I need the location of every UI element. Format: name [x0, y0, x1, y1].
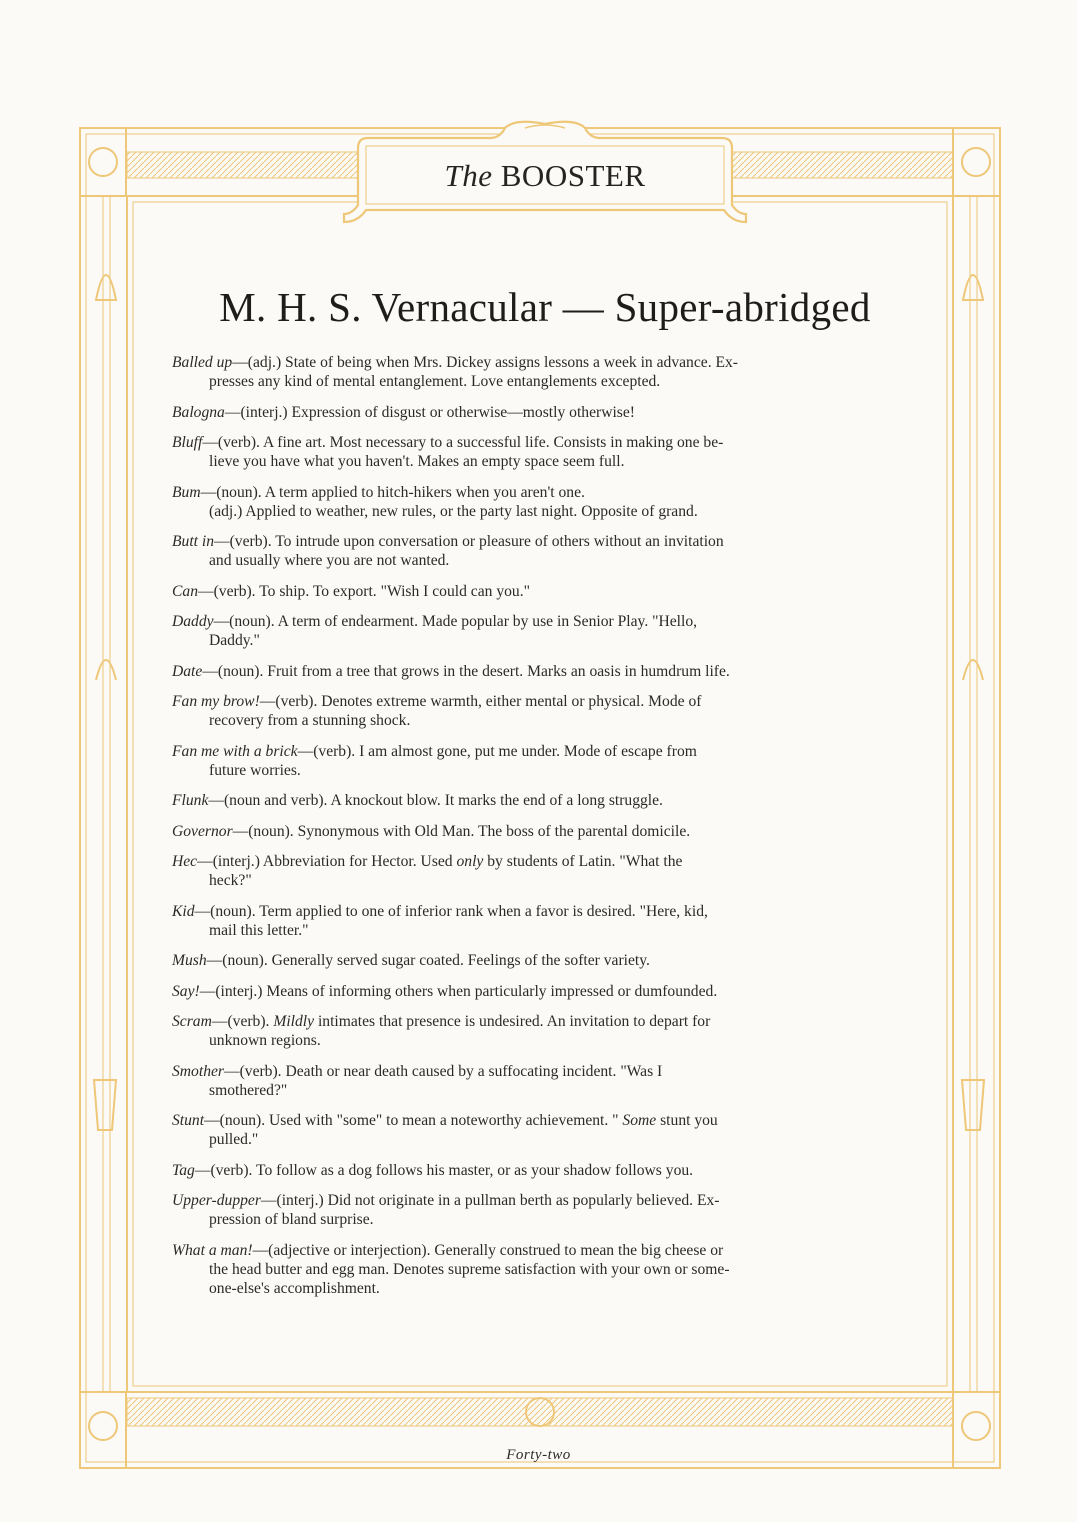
- entry-continuation: pression of bland surprise.: [209, 1211, 374, 1228]
- entry-definition: —(adj.) State of being when Mrs. Dickey assigns lessons a week in advance. Ex-: [232, 354, 739, 371]
- glossary-entry: [172, 582, 918, 601]
- entry-term: Balled up: [172, 354, 233, 371]
- entry-first-line: [172, 822, 918, 841]
- entry-term: Mush: [172, 952, 207, 969]
- entry-term: Tag: [172, 1161, 195, 1179]
- entry-term: What a man!: [172, 1241, 253, 1259]
- page-number: Forty-two: [506, 1447, 571, 1463]
- glossary-entry: [172, 403, 918, 422]
- entry-first-line: [172, 1062, 918, 1081]
- glossary-entry: [172, 1062, 918, 1100]
- page-title: M. H. S. Vernacular — Super-abridged: [219, 284, 871, 330]
- glossary-entry: [172, 1111, 918, 1149]
- entry-first-line: [172, 433, 918, 452]
- glossary-entry: [172, 982, 918, 1001]
- entry-definition: —(noun). Used with "some" to mean a noteworthy achievement. ": [204, 1112, 619, 1129]
- glossary-entry: [172, 822, 918, 841]
- entry-continuation: Daddy.": [209, 632, 260, 649]
- entry-definition: —(interj.) Expression of disgust or otherwise—mostly otherwise!: [224, 403, 635, 421]
- entry-definition: —(verb). To ship. To export. "Wish I could can you.": [198, 582, 530, 600]
- entry-definition: —(verb). A fine art. Most necessary to a successful life. Consists in making one be-: [202, 434, 724, 451]
- glossary-entry: [172, 951, 918, 970]
- entry-term: Flunk: [172, 792, 209, 809]
- entry-first-line: [172, 1191, 918, 1210]
- glossary-entry: [172, 902, 918, 940]
- entry-first-line: [172, 483, 918, 502]
- entry-first-line: [172, 791, 918, 810]
- entry-definition: —(verb). To follow as a dog follows his master, or as your shadow follows you.: [194, 1161, 694, 1179]
- entry-first-line: [172, 1161, 918, 1180]
- entry-first-line: [172, 1111, 918, 1130]
- entry-definition: —(interj.) Abbreviation for Hector. Used: [197, 853, 453, 870]
- entry-definition: —(noun). Generally served sugar coated. Feelings of the softer variety.: [206, 952, 650, 969]
- entry-first-line: [172, 1012, 918, 1031]
- entry-continuation: recovery from a stunning shock.: [209, 712, 411, 729]
- glossary-entry: [172, 852, 918, 890]
- entry-emphasis: Some: [618, 1112, 657, 1129]
- entry-definition: —(adjective or interjection). Generally construed to mean the big cheese or: [252, 1241, 724, 1259]
- entry-term: Bum: [172, 483, 201, 501]
- entry-continuation: one-else's accomplishment.: [209, 1279, 380, 1297]
- entry-first-line: [172, 852, 918, 871]
- glossary-entry: [172, 433, 918, 471]
- entry-definition: —(noun and verb). A knockout blow. It marks the end of a long struggle.: [208, 792, 663, 809]
- entry-continuation: presses any kind of mental entanglement. Love entanglements excepted.: [209, 373, 661, 390]
- header-title: [400, 158, 690, 194]
- entry-term: Bluff: [172, 434, 203, 451]
- glossary-entry: [172, 791, 918, 810]
- entry-definition: —(noun). A term applied to hitch-hikers when you aren't one.: [200, 483, 585, 501]
- entry-term: Butt in: [172, 533, 215, 550]
- glossary-entry: [172, 1241, 918, 1298]
- glossary-entry: [172, 742, 918, 780]
- entry-term: Date: [172, 662, 203, 680]
- entry-term: Scram: [172, 1013, 212, 1030]
- entry-term: Stunt: [172, 1112, 205, 1129]
- entry-term: Say!: [172, 982, 200, 1000]
- glossary-entry: [172, 353, 918, 391]
- entry-term: Can: [172, 582, 198, 600]
- entry-definition: —(interj.) Means of informing others when particularly impressed or dumfounded.: [199, 982, 718, 1000]
- entry-term: Hec: [172, 853, 198, 870]
- entry-definition: —(interj.) Did not originate in a pullman berth as popularly believed. Ex-: [260, 1192, 720, 1209]
- entry-continuation: mail this letter.": [209, 921, 309, 939]
- entry-continuation: and usually where you are not wanted.: [209, 552, 450, 569]
- glossary-entry: [172, 1191, 918, 1229]
- entry-definition: —(noun). Term applied to one of inferior rank when a favor is desired. "Here, kid,: [194, 902, 708, 920]
- entry-definition: —(noun). Synonymous with Old Man. The boss of the parental domicile.: [232, 822, 691, 840]
- entry-term: Governor: [172, 822, 233, 840]
- entry-term: Balogna: [172, 403, 225, 421]
- entry-definition: —(verb).: [211, 1013, 274, 1030]
- entry-first-line: [172, 982, 918, 1001]
- entry-term: Smother: [172, 1062, 224, 1080]
- entry-first-line: [172, 742, 918, 761]
- entry-continuation: smothered?": [209, 1081, 288, 1099]
- entry-definition: —(verb). To intrude upon conversation or pleasure of others without an invitation: [214, 533, 724, 550]
- entry-definition-rest: stunt you: [656, 1112, 718, 1129]
- entry-first-line: [172, 403, 918, 422]
- entry-first-line: [172, 662, 918, 681]
- entry-definition-rest: by students of Latin. "What the: [483, 853, 683, 870]
- entry-term: Daddy: [172, 613, 214, 630]
- entry-continuation: heck?": [209, 872, 252, 889]
- entry-continuation: future worries.: [209, 761, 301, 779]
- glossary-entry: [172, 662, 918, 681]
- entry-term: Upper-dupper: [172, 1192, 261, 1209]
- entry-continuation: (adj.) Applied to weather, new rules, or the party last night. Opposite of grand.: [209, 502, 698, 520]
- glossary-entry: [172, 483, 918, 521]
- glossary-entry: [172, 532, 918, 570]
- entry-first-line: [172, 692, 918, 711]
- glossary-entry: [172, 1161, 918, 1180]
- entry-continuation: pulled.": [209, 1131, 259, 1148]
- entry-term: Kid: [172, 902, 195, 920]
- entry-definition: —(verb). I am almost gone, put me under. Mode of escape from: [297, 742, 697, 760]
- entry-definition: —(noun). A term of endearment. Made popular by use in Senior Play. "Hello,: [213, 613, 698, 630]
- entry-first-line: [172, 951, 918, 970]
- entry-term: Fan me with a brick: [172, 742, 298, 760]
- header-the: The: [444, 158, 493, 193]
- glossary-entries: [172, 353, 918, 1309]
- entry-definition: —(noun). Fruit from a tree that grows in the desert. Marks an oasis in humdrum life.: [202, 662, 730, 680]
- entry-first-line: [172, 582, 918, 601]
- entry-first-line: [172, 612, 918, 631]
- entry-continuation: unknown regions.: [209, 1032, 321, 1049]
- entry-first-line: [172, 532, 918, 551]
- entry-definition: —(verb). Denotes extreme warmth, either mental or physical. Mode of: [259, 693, 702, 710]
- glossary-entry: [172, 692, 918, 730]
- entry-first-line: [172, 353, 918, 372]
- entry-term: Fan my brow!: [172, 693, 260, 710]
- entry-continuation: lieve you have what you haven't. Makes an empty space seem full.: [209, 453, 625, 470]
- header-booster: BOOSTER: [500, 158, 646, 193]
- glossary-entry: [172, 612, 918, 650]
- entry-emphasis: only: [452, 853, 484, 870]
- entry-first-line: [172, 902, 918, 921]
- entry-definition-rest: intimates that presence is undesired. An invitation to depart for: [314, 1013, 711, 1030]
- entry-emphasis: Mildly: [273, 1013, 315, 1030]
- entry-continuation: the head butter and egg man. Denotes supreme satisfaction with your own or some-: [209, 1260, 730, 1278]
- entry-definition: —(verb). Death or near death caused by a suffocating incident. "Was I: [223, 1062, 663, 1080]
- glossary-entry: [172, 1012, 918, 1050]
- entry-first-line: [172, 1241, 918, 1260]
